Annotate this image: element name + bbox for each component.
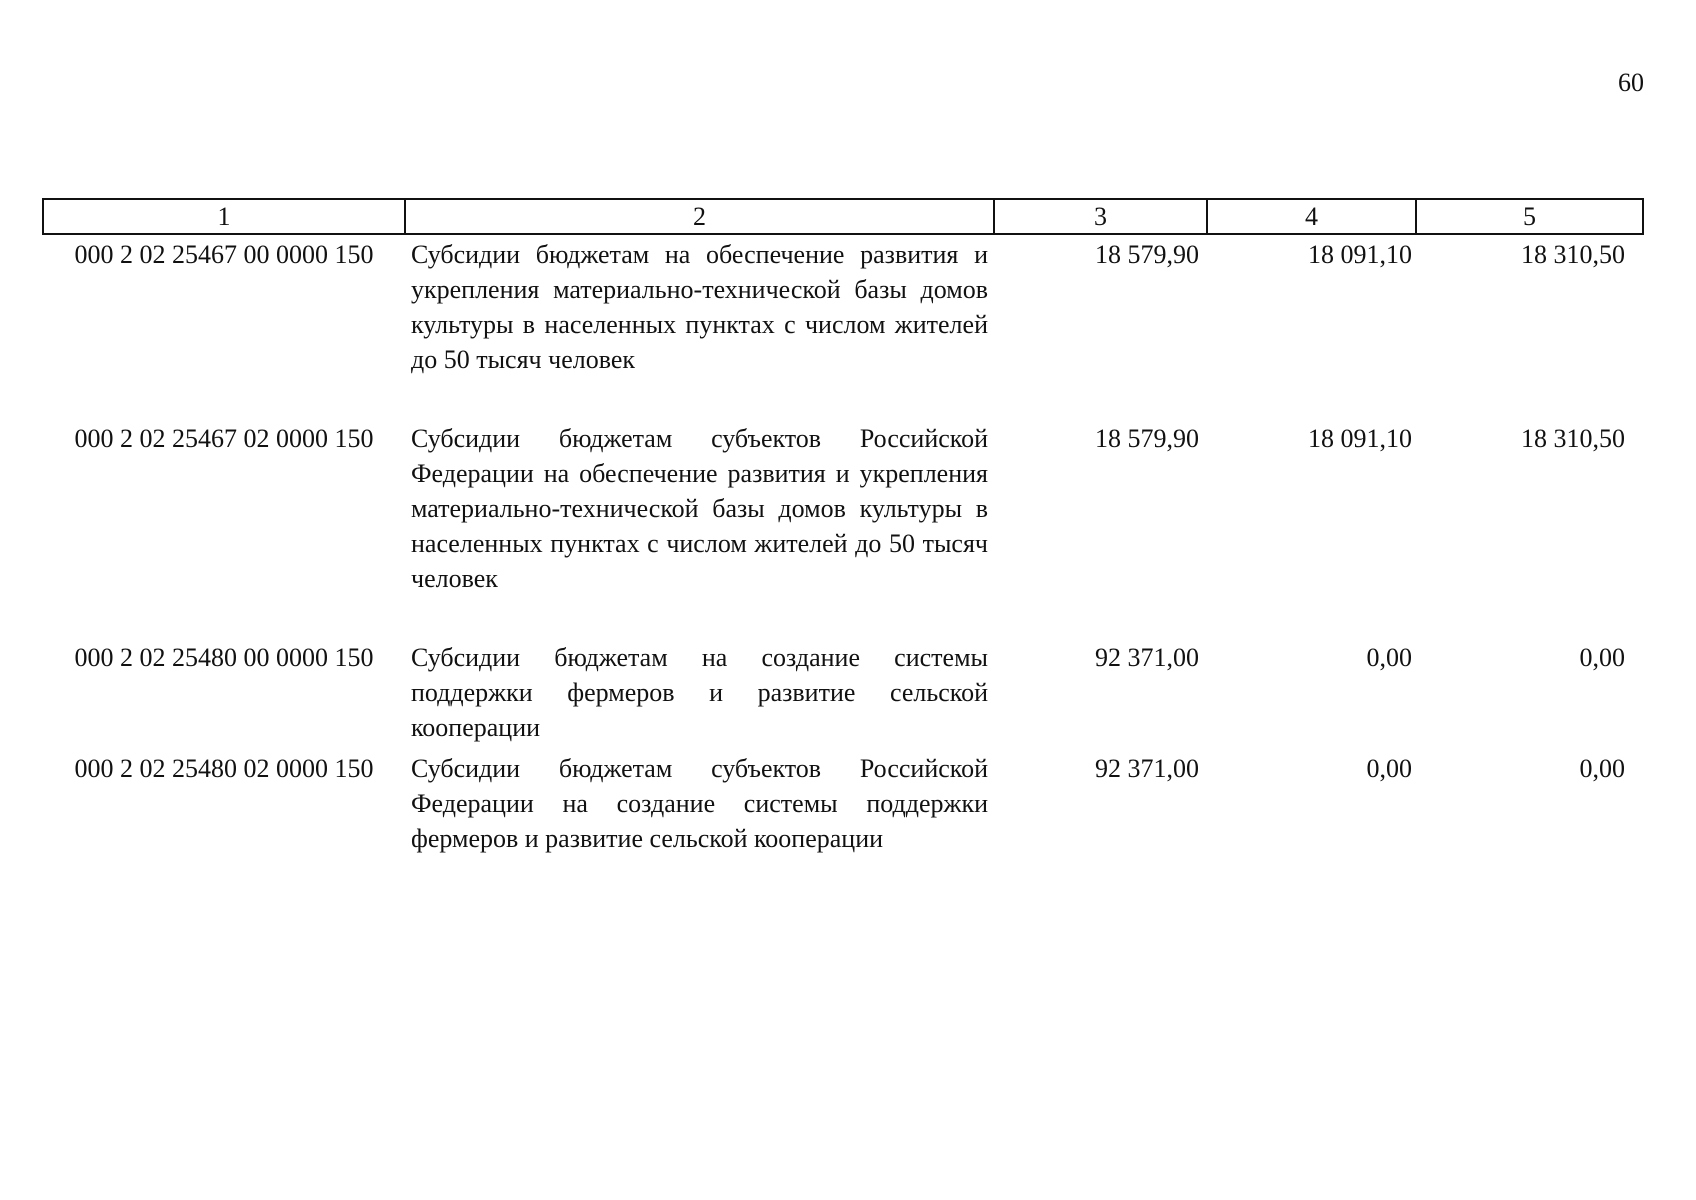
- header-column-2: 2: [405, 199, 994, 234]
- table-row: [43, 638, 1643, 749]
- budget-code-cell: 000 2 02 25467 02 0000 150: [74, 424, 374, 453]
- value-column-3-cell: 92 371,00: [1095, 754, 1199, 783]
- value-column-4-cell: 18 091,10: [1308, 240, 1412, 269]
- budget-code-cell: 000 2 02 25467 00 0000 150: [74, 240, 374, 269]
- table-row: [43, 749, 1643, 860]
- value-column-4-cell: 0,00: [1366, 643, 1412, 672]
- header-column-1: 1: [43, 199, 405, 234]
- value-column-5-cell: 18 310,50: [1521, 240, 1625, 269]
- revenue-name-cell: Субсидии бюджетам субъектов Российской Федерации на обеспечение развития и укрепления материально-технической базы домов культуры в населенных пунктах с числом жителей до 50 тысяч человек: [411, 424, 988, 593]
- budget-revenue-table: [42, 198, 1644, 860]
- page-number: 60: [1618, 68, 1644, 97]
- header-column-4: 4: [1207, 199, 1416, 234]
- value-column-3-cell: 92 371,00: [1095, 643, 1199, 672]
- header-column-5: 5: [1416, 199, 1643, 234]
- value-column-3-cell: 18 579,90: [1095, 240, 1199, 269]
- table-row: [43, 419, 1643, 638]
- value-column-5-cell: 18 310,50: [1521, 424, 1625, 453]
- table-body: [43, 234, 1643, 860]
- value-column-5-cell: 0,00: [1579, 643, 1625, 672]
- budget-code-cell: 000 2 02 25480 02 0000 150: [74, 754, 374, 783]
- revenue-name-cell: Субсидии бюджетам на создание системы поддержки фермеров и развитие сельской кооперации: [411, 643, 988, 742]
- value-column-4-cell: 18 091,10: [1308, 424, 1412, 453]
- header-row: [43, 199, 1643, 234]
- revenue-name-cell: Субсидии бюджетам на обеспечение развития и укрепления материально-технической базы домов культуры в населенных пунктах с числом жителей до 50 тысяч человек: [411, 240, 988, 374]
- value-column-5-cell: 0,00: [1579, 754, 1625, 783]
- value-column-4-cell: 0,00: [1366, 754, 1412, 783]
- value-column-3-cell: 18 579,90: [1095, 424, 1199, 453]
- header-column-3: 3: [994, 199, 1207, 234]
- revenue-name-cell: Субсидии бюджетам субъектов Российской Федерации на создание системы поддержки фермеров и развитие сельской кооперации: [411, 754, 988, 853]
- table-row: [43, 234, 1643, 419]
- budget-code-cell: 000 2 02 25480 00 0000 150: [74, 643, 374, 672]
- table-header: [43, 199, 1643, 234]
